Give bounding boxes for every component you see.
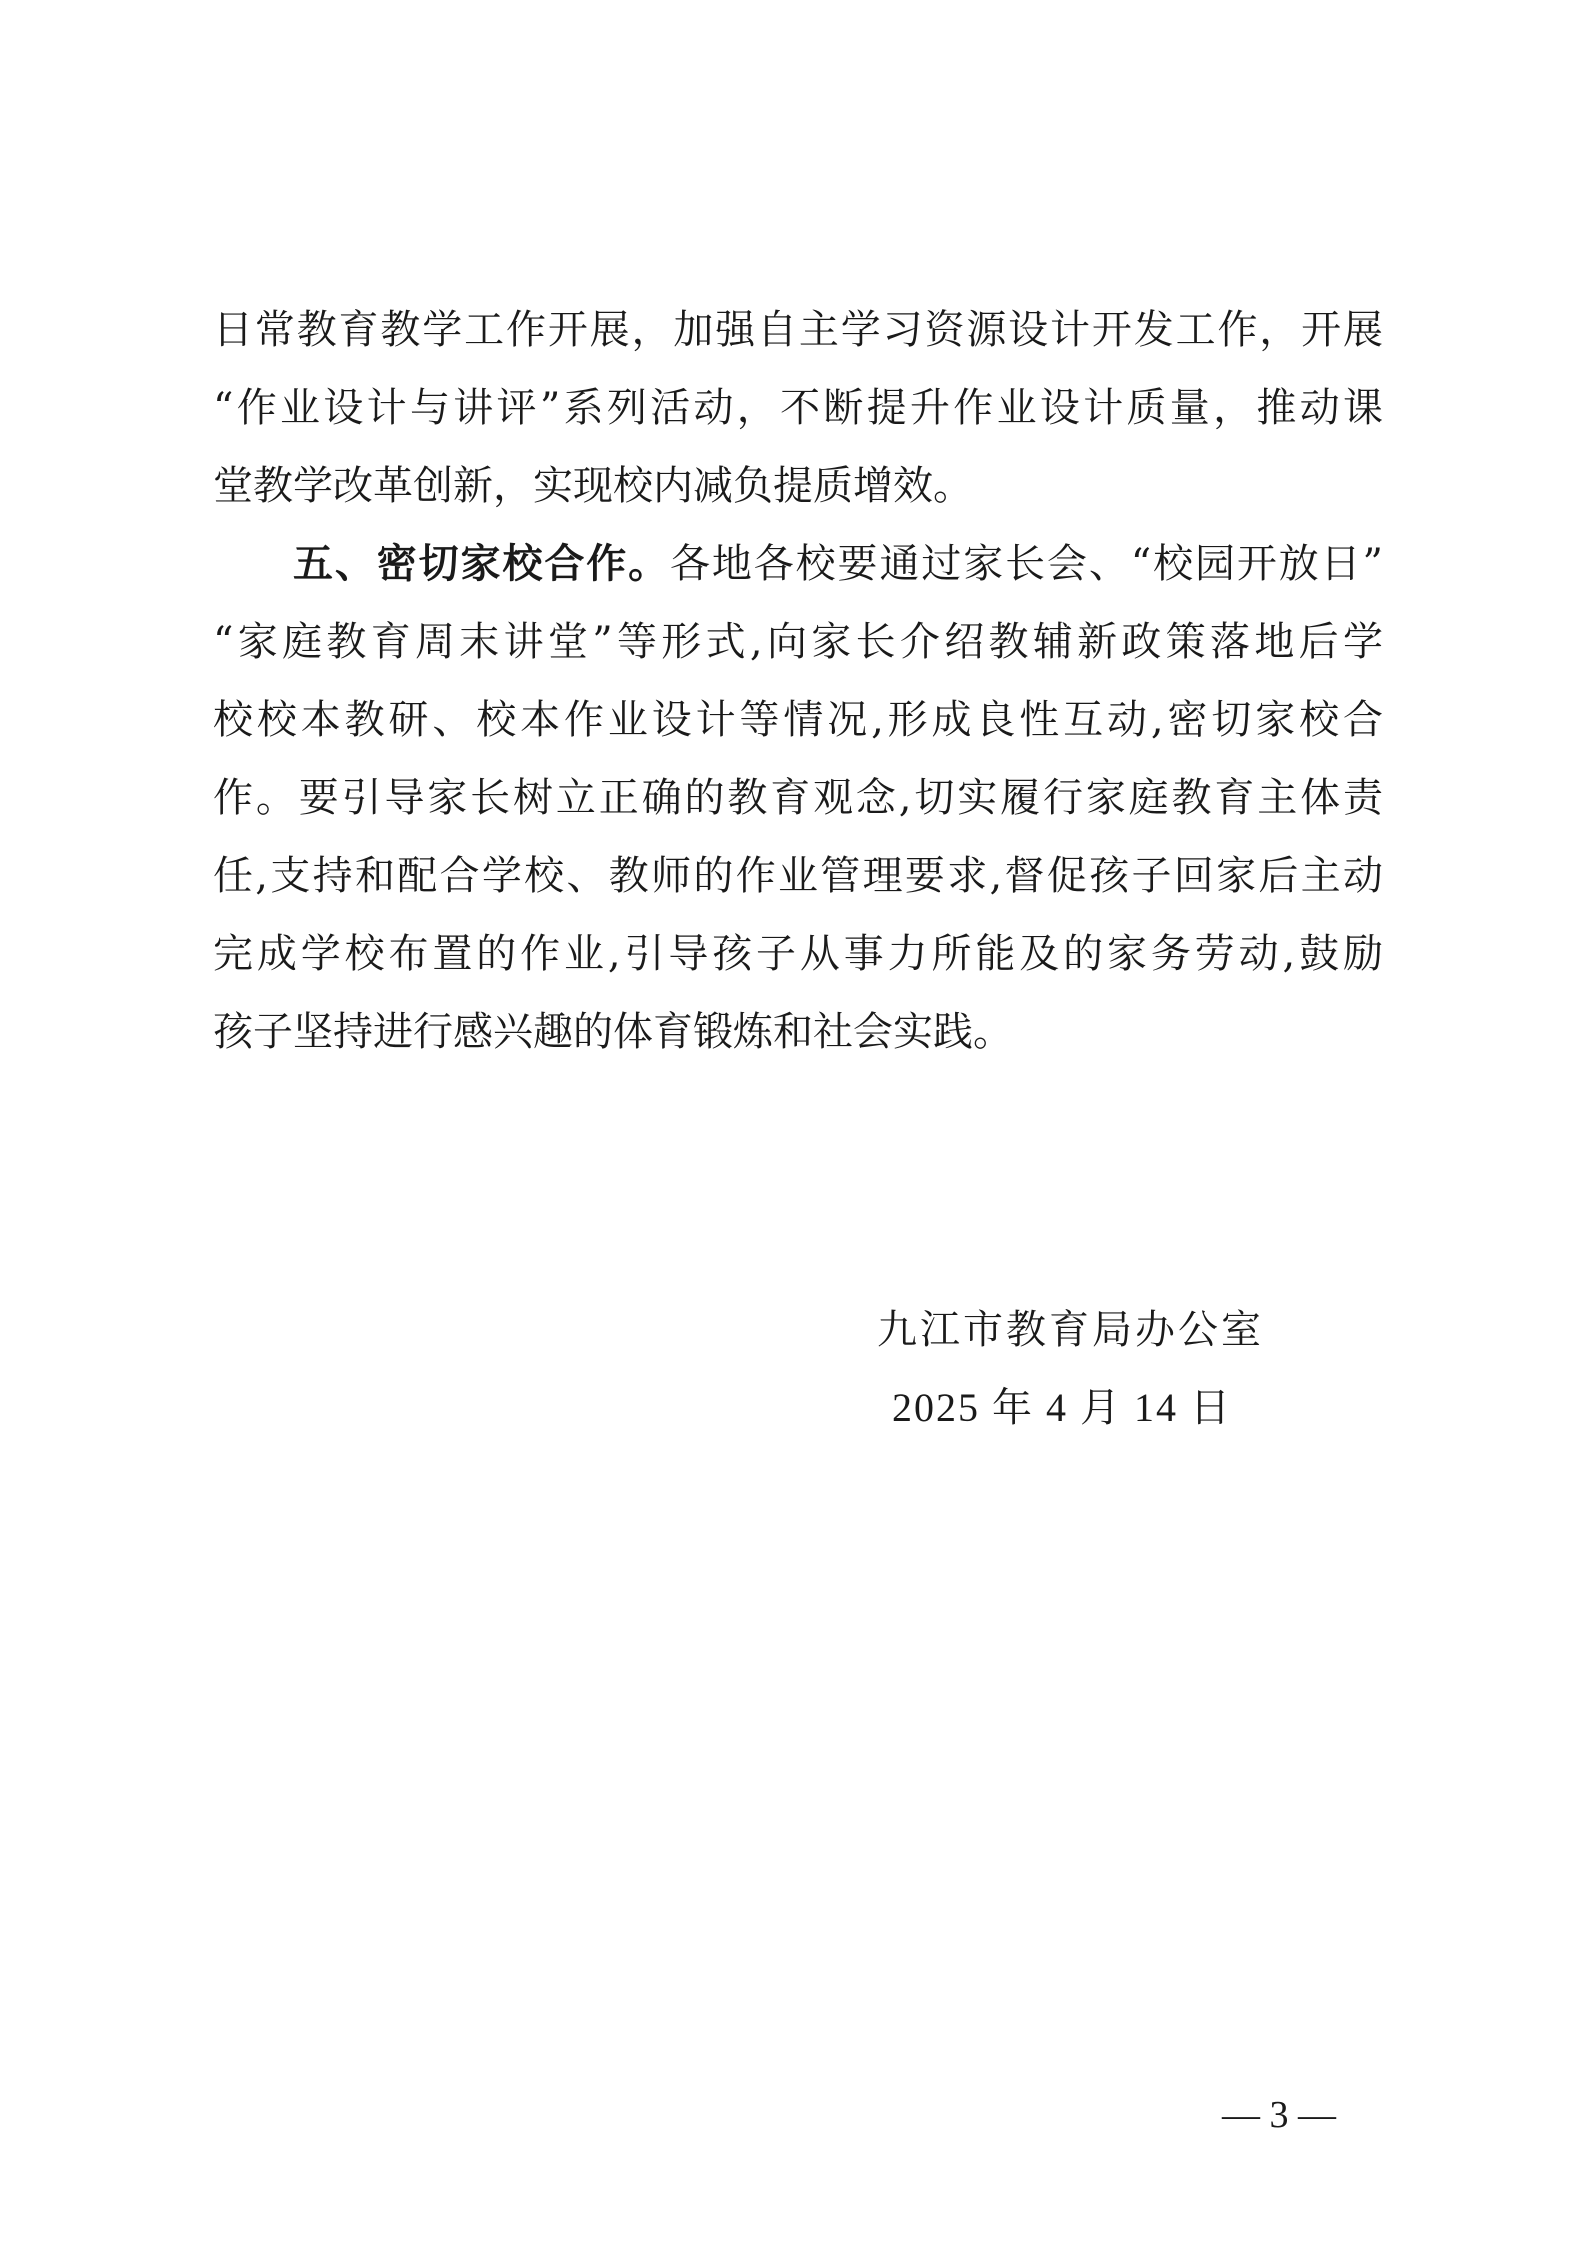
paragraph-text: 各地各校要通过家长会、“校园开放日” [670,541,1383,587]
section-five-first-line [293,534,1383,594]
paragraph-line: 完成学校布置的作业,引导孩子从事力所能及的家务劳动,鼓励 [213,931,1383,977]
paragraph-line: “作业设计与讲评”系列活动，不断提升作业设计质量，推动课 [213,385,1383,431]
paragraph-line: 日常教育教学工作开展，加强自主学习资源设计开发工作，开展 [213,307,1383,353]
paragraph-line: 作。要引导家长树立正确的教育观念,切实履行家庭教育主体责 [213,775,1383,821]
paragraph-line: 孩子坚持进行感兴趣的体育锻炼和社会实践。 [213,1009,1013,1055]
page-number: — 3 — [1222,2094,1336,2136]
paragraph-line: 校校本教研、校本作业设计等情况,形成良性互动,密切家校合 [213,697,1383,743]
paragraph-line: 堂教学改革创新，实现校内减负提质增效。 [213,463,973,509]
section-heading: 五、密切家校合作。 [293,541,670,587]
issuing-organization: 九江市教育局办公室 [877,1307,1264,1353]
issue-date: 2025 年 4 月 14 日 [892,1385,1232,1430]
paragraph-line: 任,支持和配合学校、教师的作业管理要求,督促孩子回家后主动 [213,853,1383,899]
paragraph-line: “家庭教育周末讲堂”等形式,向家长介绍教辅新政策落地后学 [213,619,1383,665]
